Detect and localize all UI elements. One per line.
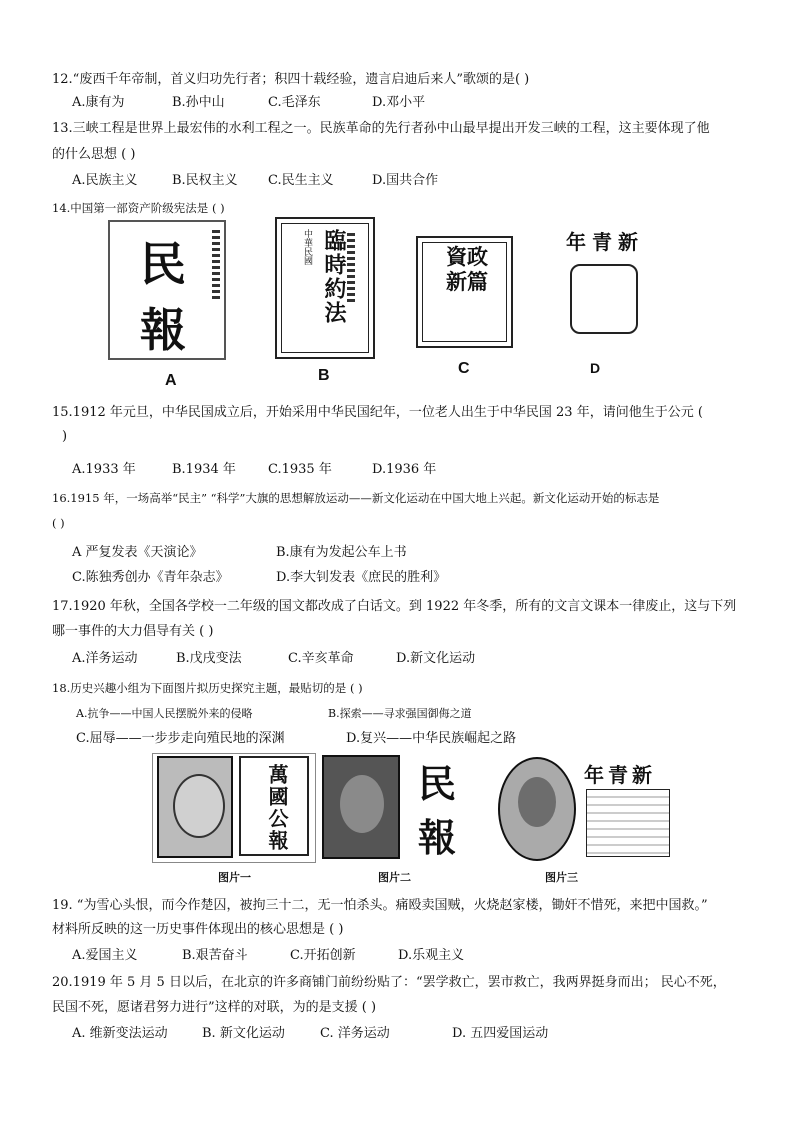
q16-option-a: A 严复发表《天演论》	[72, 545, 203, 560]
q15-option-a: A.1933 年	[72, 462, 136, 477]
q17-stem-line2: 哪一事件的大力倡导有关 ( )	[52, 624, 214, 639]
q17-option-b: B.戊戌变法	[176, 651, 242, 666]
q12-option-d: D.邓小平	[372, 95, 426, 110]
q13-option-b: B.民权主义	[172, 173, 238, 188]
q17-option-d: D.新文化运动	[396, 651, 476, 666]
q14-image-c	[416, 236, 513, 348]
q14-image-b	[275, 217, 375, 359]
q16-option-c: C.陈独秀创办《青年杂志》	[72, 570, 229, 585]
q14-label-d: D	[590, 360, 601, 376]
q14-image-a	[108, 220, 226, 360]
q12-option-b: B.孙中山	[172, 95, 225, 110]
q13-stem-line2: 的什么思想 ( )	[52, 147, 136, 162]
q20-option-c: C. 洋务运动	[320, 1026, 390, 1041]
q15-stem-line1: 15.1912 年元旦，中华民国成立后，开始采用中华民国纪年，一位老人出生于中华民国 23 年，请问他生于公元 (	[52, 405, 703, 420]
q20-stem-line2: 民国不死，愿诸君努力进行”这样的对联，为的是支援 ( )	[52, 1000, 377, 1015]
q19-option-d: D.乐观主义	[398, 948, 465, 963]
q18-image-3	[486, 753, 674, 861]
q15-option-c: C.1935 年	[268, 462, 332, 477]
q14-image-b-title: 臨時約法	[321, 229, 347, 325]
q12-stem: 12.“废西千年帝制，首义归功先行者；积四十载经验，遗言启迪后来人”歌颂的是( )	[52, 72, 530, 87]
q15-option-d: D.1936 年	[372, 462, 437, 477]
q18-image-2-char2: 報	[418, 815, 457, 860]
q17-option-c: C.辛亥革命	[288, 651, 354, 666]
q18-image-2	[322, 753, 474, 861]
q14-image-d	[562, 224, 650, 344]
q18-option-a: A.抗争——中国人民摆脱外来的侵略	[76, 707, 253, 720]
q12-option-c: C.毛泽东	[268, 95, 321, 110]
q14-image-d-emblem	[570, 264, 638, 334]
q14-image-b-subtitle: 中華民國	[302, 229, 312, 265]
q14-image-a-char2: 報	[140, 303, 186, 357]
q12-option-a: A.康有为	[72, 95, 125, 110]
q13-option-d: D.国共合作	[372, 173, 439, 188]
q20-option-a: A. 维新变法运动	[72, 1026, 168, 1041]
q19-stem-line2: 材料所反映的这一历史事件体现出的核心思想是 ( )	[52, 922, 344, 937]
q14-image-c-title: 資政新篇	[446, 244, 488, 294]
q19-stem-line1: 19. “为雪心头恨，而今作楚囚，被拘三十二，无一怕杀头。痛殴卖国贼，火烧赵家楼，锄奸不惜死，来把中国救。”	[52, 898, 708, 913]
q14-label-c: C	[458, 360, 470, 377]
q18-caption-3: 图片三	[545, 872, 578, 884]
q18-image-1	[152, 753, 316, 863]
q18-option-b: B.探索——寻求强国御侮之道	[328, 707, 472, 720]
q15-stem-line2: )	[62, 429, 68, 444]
q16-option-b: B.康有为发起公车上书	[276, 545, 407, 560]
q16-stem-line2: ( )	[52, 516, 65, 530]
q13-stem-line1: 13.三峡工程是世界上最宏伟的水利工程之一。民族革命的先行者孙中山最早提出开发三峡的工程，这主要体现了他	[52, 121, 710, 136]
q14-label-b: B	[318, 367, 330, 384]
q18-option-d: D.复兴——中华民族崛起之路	[346, 731, 517, 746]
q18-caption-2: 图片二	[378, 872, 411, 884]
q20-option-d: D. 五四爱国运动	[452, 1026, 549, 1041]
q18-image-2-char1: 民	[418, 761, 457, 806]
q14-stem: 14.中国第一部资产阶级宪法是 ( )	[52, 201, 225, 215]
q16-stem-line1: 16.1915 年，一场高举“民主” “科学”大旗的思想解放运动——新文化运动在中国大地上兴起。新文化运动开始的标志是	[52, 491, 660, 505]
q14-image-a-char1: 民	[140, 237, 186, 291]
q14-label-a: A	[165, 372, 177, 389]
q19-option-b: B.艰苦奋斗	[182, 948, 248, 963]
q17-option-a: A.洋务运动	[72, 651, 138, 666]
q13-option-c: C.民生主义	[268, 173, 334, 188]
q17-stem-line1: 17.1920 年秋，全国各学校一二年级的国文都改成了白话文。到 1922 年冬季，所有的文言文课本一律废止，这与下列	[52, 599, 737, 614]
q18-image-3-title: 年青新	[584, 763, 656, 787]
q18-image-3-body	[586, 789, 670, 857]
q18-image-1-journal	[239, 756, 309, 856]
q14-image-a-sidetext	[212, 230, 220, 300]
q16-option-d: D.李大钊发表《庶民的胜利》	[276, 570, 447, 585]
q18-image-1-portrait	[157, 756, 233, 858]
q18-caption-1: 图片一	[218, 872, 251, 884]
q13-option-a: A.民族主义	[72, 173, 138, 188]
q15-option-b: B.1934 年	[172, 462, 236, 477]
q20-stem-line1: 20.1919 年 5 月 5 日以后，在北京的许多商铺门前纷纷贴了：“罢学救亡，罢市救亡，我两界挺身而出； 民心不死，	[52, 975, 726, 990]
q19-option-a: A.爱国主义	[72, 948, 138, 963]
q18-image-1-title: 萬國公報	[265, 764, 289, 852]
q18-image-2-portrait	[322, 755, 400, 859]
q14-image-d-title: 年青新	[566, 230, 644, 254]
q18-stem: 18.历史兴趣小组为下面图片拟历史探究主题，最贴切的是 ( )	[52, 681, 363, 695]
q18-option-c: C.屈辱——一步步走向殖民地的深渊	[76, 731, 285, 746]
q19-option-c: C.开拓创新	[290, 948, 356, 963]
q20-option-b: B. 新文化运动	[202, 1026, 285, 1041]
q18-image-3-portrait	[498, 757, 576, 861]
